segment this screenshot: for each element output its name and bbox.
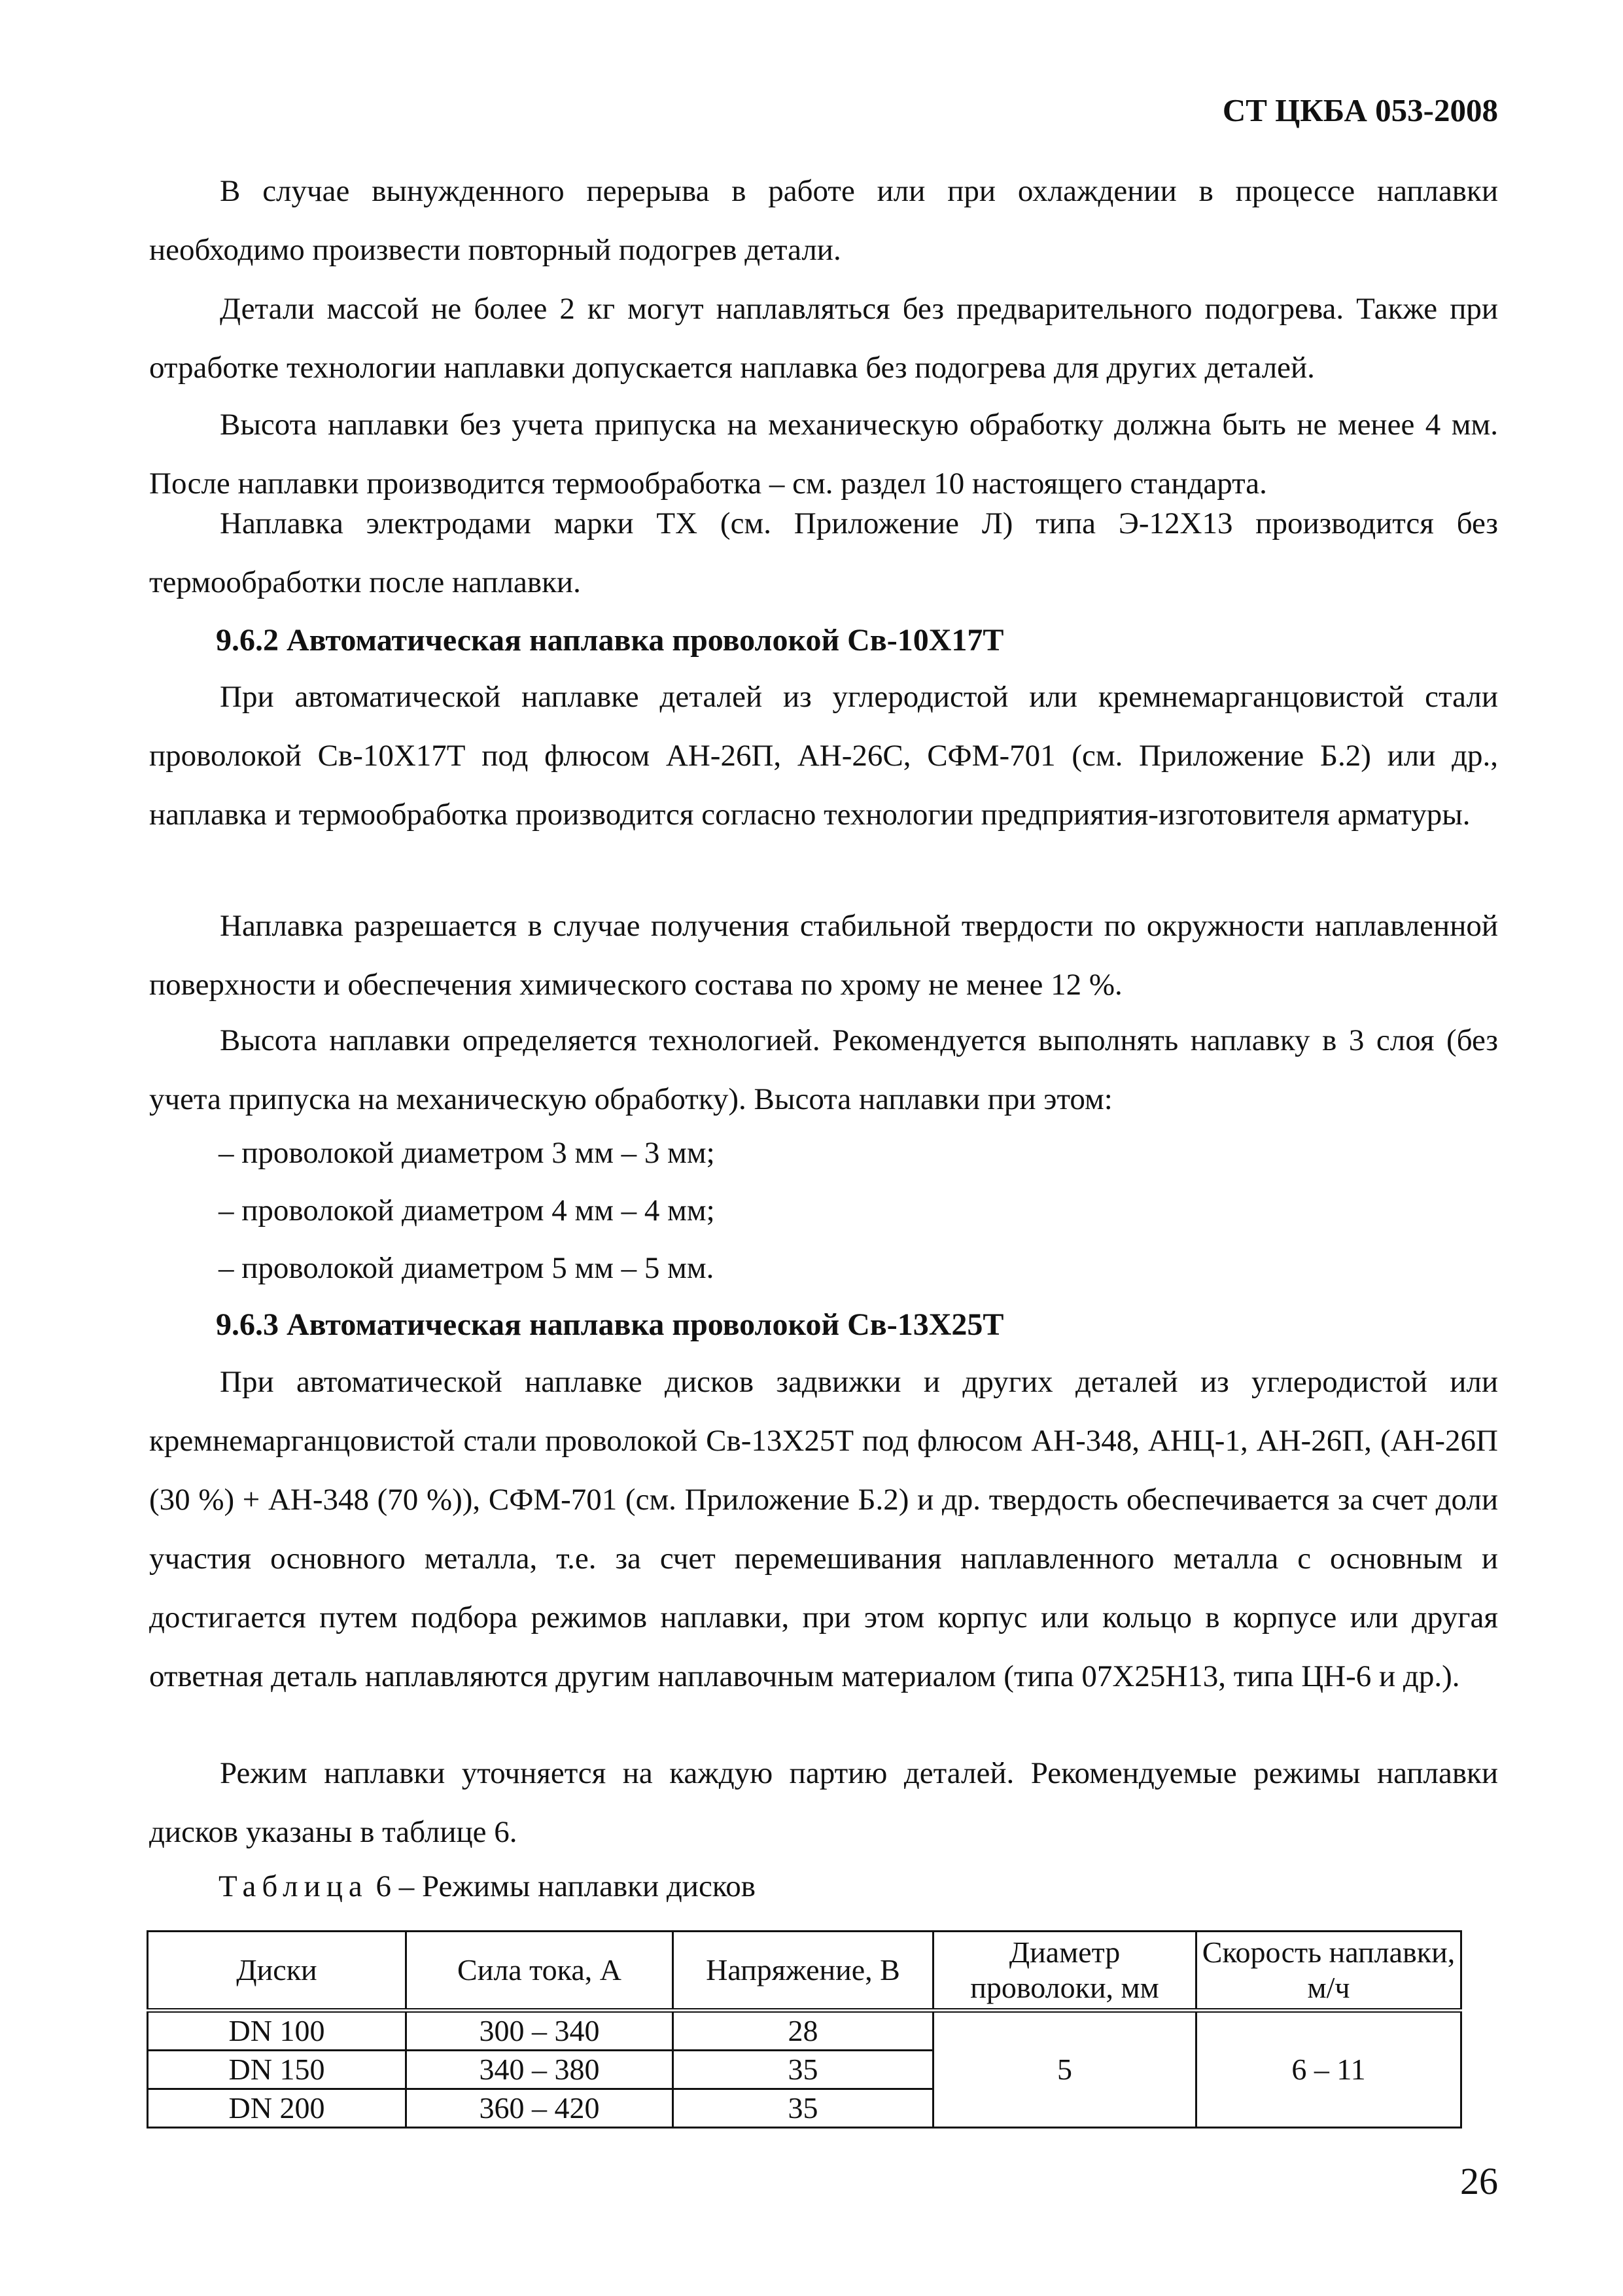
column-header: Диски (148, 1932, 406, 2011)
table-caption (218, 1857, 756, 1916)
column-header: Напряжение, В (673, 1932, 934, 2011)
table-cell: 35 (673, 2051, 934, 2089)
paragraph: Режим наплавки уточняется на каждую партию деталей. Рекомендуемые режимы наплавки дисков указаны в таблице 6. (149, 1756, 1498, 1849)
table-cell-speed: 6 – 11 (1196, 2011, 1461, 2128)
welding-modes-table (147, 1930, 1462, 2128)
section-heading-9-6-2: 9.6.2 Автоматическая наплавка проволокой Св-10Х17Т (216, 623, 1004, 658)
table-cell-diameter: 5 (934, 2011, 1196, 2128)
list-item: – проволокой диаметром 5 мм – 5 мм. (218, 1251, 714, 1285)
column-header: Диаметр проволоки, мм (934, 1932, 1196, 2011)
table-header-row (148, 1932, 1461, 2011)
list-item: – проволокой диаметром 3 мм – 3 мм; (218, 1136, 715, 1170)
table-cell: DN 200 (148, 2089, 406, 2128)
paragraph: Наплавка разрешается в случае получения стабильной твердости по окружности наплавленной поверхности и обеспечения химического состава по хрому не менее 12 %. (149, 909, 1498, 1002)
table-cell: 35 (673, 2089, 934, 2128)
page-number: 26 (1460, 2160, 1498, 2202)
paragraph: Высота наплавки определяется технологией. Рекомендуется выполнять наплавку в 3 слоя (без учета припуска на механическую обработку). Высота наплавки при этом: (149, 1023, 1498, 1116)
paragraph: При автоматической наплавке деталей из углеродистой или кремнемарганцовистой стали проволокой Св-10Х17Т под флюсом АН-26П, АН-26С, СФМ-701 (см. Приложение Б.2) или др., наплавка и термообработка производится согласно технологии предприятия-изготовителя арматуры. (149, 680, 1498, 832)
table-caption-text: 6 – Режимы наплавки дисков (375, 1869, 756, 1903)
table-cell: 340 – 380 (406, 2051, 673, 2089)
table-row (148, 2011, 1461, 2051)
table-cell: 360 – 420 (406, 2089, 673, 2128)
paragraph: Наплавка электродами марки ТХ (см. Приложение Л) типа Э-12Х13 производится без термообработки после наплавки. (149, 506, 1498, 599)
list-item: – проволокой диаметром 4 мм – 4 мм; (218, 1193, 715, 1227)
paragraph: В случае вынужденного перерыва в работе или при охлаждении в процессе наплавки необходимо произвести повторный подогрев детали. (149, 174, 1498, 267)
column-header: Сила тока, А (406, 1932, 673, 2011)
paragraph: При автоматической наплавке дисков задвижки и других деталей из углеродистой или кремнемарганцовистой стали проволокой Св-13Х25Т под флюсом АН-348, АНЦ-1, АН-26П, (АН-26П (30 %) + АН-348 (70 %)), СФМ-701 (см. Приложение Б.2) и др. твердость обеспечивается за счет доли участия основного металла, т.е. за счет перемешивания наплавленного металла с основным и достигается путем подбора режимов наплавки, при этом корпус или кольцо в корпусе или другая ответная деталь наплавляются другим наплавочным материалом (типа 07Х25Н13, типа ЦН-6 и др.). (149, 1365, 1498, 1693)
section-heading-9-6-3: 9.6.3 Автоматическая наплавка проволокой Св-13Х25Т (216, 1307, 1004, 1342)
table-cell: DN 100 (148, 2011, 406, 2051)
table-cell: DN 150 (148, 2051, 406, 2089)
table-caption-label: Таблица (218, 1869, 368, 1903)
column-header: Скорость наплавки, м/ч (1196, 1932, 1461, 2011)
table-cell: 28 (673, 2011, 934, 2051)
table-cell: 300 – 340 (406, 2011, 673, 2051)
paragraph: Детали массой не более 2 кг могут наплавляться без предварительного подогрева. Также при отработке технологии наплавки допускается наплавка без подогрева для других деталей. (149, 292, 1498, 385)
document-code-header: СТ ЦКБА 053-2008 (1222, 92, 1498, 128)
paragraph: Высота наплавки без учета припуска на механическую обработку должна быть не менее 4 мм. После наплавки производится термообработка – см. раздел 10 настоящего стандарта. (149, 408, 1498, 501)
